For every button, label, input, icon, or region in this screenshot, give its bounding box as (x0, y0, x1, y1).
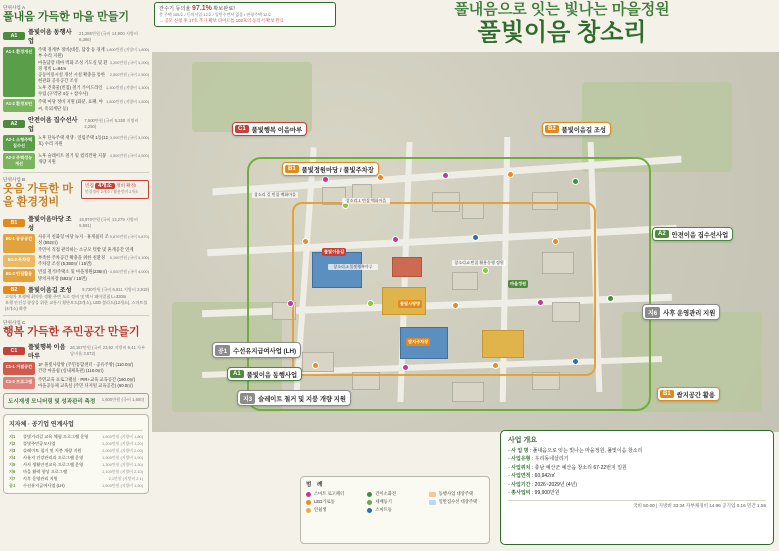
divider (3, 172, 149, 173)
gov-code: 지2 (9, 441, 16, 447)
legend-label: 일반집수선 대상주택 (438, 499, 478, 504)
bench-icon (367, 500, 372, 505)
list-item (9, 461, 143, 468)
page-title: 풀빛이음 창소리 (477, 19, 647, 46)
item-b1-2-tag: B1-2 주차장 (3, 255, 35, 268)
map-inline-tag: 마을정원 (510, 281, 527, 286)
item-b1-2-lines (35, 255, 149, 268)
legend-label: 간이소화전 (375, 491, 397, 496)
line: 빈집 철거/주택소 및 마을정원(236㎡) · 방치자차장 (592㎡ / 15면) (38, 269, 110, 281)
amt: 9,870만원 (국비 9,870) (109, 233, 149, 239)
line: 1F 풀빛사랑방 (주민통합센터 · 공유주방) (110.0㎡) (38, 362, 134, 368)
line: 노후 슬레이트 철거 및 컵리깐판 지붕 개량 지원 (38, 152, 107, 165)
map-dot-led (492, 362, 499, 369)
callout-code: A2 (655, 230, 669, 238)
item-a1-2-tag: A1-2 환경보안 (3, 99, 35, 112)
legend-item (429, 498, 484, 506)
callout-ji6[interactable] (642, 304, 720, 320)
summary-title: 사업 개요 (508, 437, 537, 444)
gov-amount: 2,000만원 (지방비 2,00) (102, 448, 143, 454)
summary-value: 풀내음으로 잇는 빛나는 마을정원, 풀빛이음 창소리 (532, 448, 643, 454)
legend-item (306, 490, 361, 498)
legend-column-2 (367, 490, 422, 514)
legend-item (367, 498, 422, 506)
callout-ji3[interactable] (237, 390, 351, 406)
map-inline-tag: 쌈지주차장 (408, 339, 429, 344)
gov-amount: 1,500만원 (지방비 1,50) (102, 483, 143, 489)
item-a1-2 (3, 99, 149, 112)
map-dot-led (552, 238, 559, 245)
callout-code: B1 (285, 165, 299, 173)
monitoring-label: 도시재생 모니터링 및 성과관리 측정 (8, 399, 96, 406)
list-item (9, 454, 143, 461)
callout-label: 수선유지급여사업 (LH) (233, 347, 297, 355)
item-a1-name: 풀빛이음 동행사업 (28, 29, 72, 45)
legend-item (367, 506, 422, 514)
smart-logo-icon (306, 492, 311, 497)
amt: 1,300만원 (지방비 1,300) (105, 84, 149, 90)
list-item (9, 468, 143, 475)
item-a1-2-lines (35, 99, 149, 112)
callout-label: 쌈지공간 활용 (676, 391, 715, 399)
gov-amount: 2,1만원 (지방비 2,1) (108, 476, 143, 482)
list-item (9, 475, 143, 482)
unit-c-title: 행복 가득한 주민공간 만들기 (3, 326, 140, 339)
callout-label: 풀빛행복 이음마루 (251, 126, 303, 134)
item-b2-lines (5, 294, 149, 312)
line: 건강 마을쉼 (실내체육관) (110.0㎡) (38, 368, 104, 374)
item-a1-1 (3, 47, 149, 97)
map-dot-led (377, 174, 384, 181)
callout-label: 풀빛이음길 조성 (561, 126, 607, 134)
poster-title (347, 0, 777, 46)
summary-key: 사업기간 (511, 481, 531, 488)
line: 부족한 주차공간 확충을 위한 친환경 주차장 조성 (5,350㎡ / 15면) (38, 254, 106, 267)
item-a1-1-tag: A1-1 환경개선 (3, 47, 35, 97)
item-b1-code: B1 (3, 219, 25, 227)
item-a2-2-lines (35, 153, 149, 169)
summary-key: 총사업비 (511, 490, 531, 497)
legend-item (429, 490, 484, 498)
summary-value: 60,942㎡ (534, 473, 555, 480)
item-b2-name: 풀빛이음길 조성 (28, 287, 72, 295)
item-a2-2 (3, 153, 149, 169)
gov-code: 지6 (9, 469, 16, 475)
map-dot-fire (607, 295, 614, 302)
item-a1-head (3, 27, 149, 45)
legend-label: 세배등기 (375, 499, 392, 504)
gov-linked-projects (3, 414, 149, 494)
item-a2-1-tag: A2-1 소형주택 집수선 (3, 135, 35, 151)
item-b1-3 (3, 269, 149, 282)
smart-pole-icon (367, 508, 372, 513)
gov-title: 지자체 · 공기업 연계사업 (9, 419, 143, 431)
gov-amount: 2,100만원 (지방비 2,10) (102, 469, 143, 475)
amt: 4,000만원 (국비 4,000) (109, 269, 149, 275)
unit-a-tag: 단위사업 A (3, 5, 26, 10)
line: 주민교육 프로그램실 · PIR+교육 교육공간 (160.0㎡) (38, 376, 136, 382)
line: 사유지 친화형 마당 녹지 · 휴게쉼터 조성 (592㎡) (38, 233, 109, 246)
unit-b-tag: 단위사업 B (3, 176, 26, 182)
gov-label: 마을 활력 향상 프로그램 (23, 469, 67, 475)
gov-amount: 1,800만원 (지방비 1,80) (102, 434, 143, 440)
callout-b2[interactable] (542, 122, 611, 136)
item-b1-note: 18,970만원 (국비 13,279 지방비 5,691) (79, 217, 138, 229)
map-dot-smart (392, 236, 399, 243)
legend-label: 스마트등 (375, 507, 392, 512)
callout-c1[interactable] (232, 122, 307, 136)
callout-b1[interactable] (282, 162, 379, 176)
amt: 3,200만원 (국비 3,200) (109, 59, 149, 65)
gov-label: 사후 운영관리 지원 (23, 476, 58, 482)
summary-value: 충남 예산군 예산읍 창소리 67-22번지 일원 (534, 464, 627, 471)
safety-icon (306, 508, 311, 513)
item-b1-name: 풀빛이음마당 조성 (28, 215, 72, 232)
item-b1-1-lines (35, 234, 149, 253)
item-c1-2-lines (35, 377, 149, 390)
led-light-icon (306, 500, 311, 505)
item-c1-note: 26,187만원 (국비 23,92 지방비 9,41 자부담비율 3,672) (70, 345, 146, 357)
callout-b1-alt[interactable] (657, 387, 720, 401)
amt: 1,600만원 (지방비 1,600) (105, 99, 149, 105)
highlight-prefix: 빈집 (85, 182, 94, 188)
top-strip (152, 0, 779, 46)
map-dot-led (312, 362, 319, 369)
monitoring-row (3, 393, 149, 409)
item-c1-1-tag: C1-1 거점공간 (3, 362, 35, 375)
legend (300, 476, 490, 544)
item-b1-3-tag: B1-3 빈집활용 (3, 269, 35, 282)
consent-rate-detail: 총 주택 105호 / 동의서입 12호 / 일반주민서 없음 / 연령주택 12호 (159, 12, 272, 17)
summary-row: ◦ 사업위치 : 충남 예산군 예산읍 창소리 67-22번지 일원 (508, 464, 627, 471)
summary-row: ◦ 사업면적 : 60,942㎡ (508, 473, 555, 480)
line: 주민이 직접 관리하는 소규모 텃밭 및 휴게공간 연계 (38, 246, 134, 252)
page-title-sub: 풀내음으로 잇는 빛나는 마을정원 (454, 1, 670, 18)
map-dot-smart (287, 300, 294, 307)
legend-column-3 (429, 490, 484, 514)
unit-project-b (3, 176, 149, 312)
legend-columns (306, 490, 484, 514)
line: 공동이용시설 개선 시설 확충을 통한 현관화 공유공간 조성 (38, 72, 106, 84)
map-inline-label: 창소리-6 빈집 활용동행 정원 (452, 260, 506, 266)
item-a2-name: 안전이음 집수선사업 (28, 116, 78, 133)
summary-row: ◦ 사업기간 : 2026~2029년 (4년) (508, 481, 577, 488)
item-a2-note: 7,500만원 (국비 5,250 지방비 2,250) (84, 118, 139, 130)
list-item (9, 433, 143, 440)
item-b2-head (3, 285, 149, 294)
vacant-house-highlight (81, 180, 149, 199)
summary-key: 사업유형 (511, 456, 531, 463)
gov-label: 사사 생활안전교육 프로그램 운영 (23, 462, 84, 468)
summary-row: ◦ 총사업비 : 99,900만원 (508, 490, 560, 497)
amt: 1,800만원 (지방비 1,800) (105, 47, 149, 52)
summary-row: ◦ 사 업 명 : 풀내음으로 잇는 빛나는 마을정원, 풀빛이음 창소리 (508, 448, 643, 454)
highlight-note: 빈집정비 2개소 / 활용정비 2개소 (85, 190, 139, 195)
unit-project-a (3, 4, 149, 169)
map-inline-tag: 풀빛이음길 (324, 249, 345, 254)
gov-code: 공1 (9, 483, 16, 489)
gov-label: 풀빛거리길 교육 체험 프로그램 운영 (23, 434, 89, 440)
legend-title: 범 례 (306, 482, 325, 488)
consent-rate-suffix: 확보완료! (213, 6, 235, 12)
summary-key: 사업위치 (511, 464, 531, 471)
item-c1-head (3, 342, 149, 360)
gov-code: 지5 (9, 462, 16, 468)
unit-b-title: 웃음 가득한 마을 환경정비 (3, 182, 73, 208)
line: 고령자 보행에 취약한 생활 주변 도로 정비 및 맥시 폐아멀침 L=330m (5, 294, 127, 300)
summary-value: 99,900만원 (534, 490, 560, 497)
callout-a2[interactable] (652, 227, 733, 241)
highlight-suffix: 정비 확정! (116, 182, 137, 188)
gov-label: 수선유지급여사업 (LH) (23, 483, 65, 489)
consent-rate-box (154, 2, 336, 27)
map-dot-smart (537, 299, 544, 306)
item-c1-name: 풀빛행복 이음마루 (28, 344, 66, 361)
map-dot-smart (442, 172, 449, 179)
item-c1-code: C1 (3, 347, 25, 355)
project-summary (500, 430, 774, 545)
callout-label: 사후 운영관리 지원 (663, 309, 716, 317)
map-dot-green (367, 300, 374, 307)
gov-label: 슬레이트 철거 및 지붕 개량 지원 (23, 448, 82, 454)
gov-code: 지3 (9, 448, 16, 454)
legend-item (367, 490, 422, 498)
item-b2-code: B2 (3, 286, 25, 294)
consent-rate-label: 잔수기 동의율 (159, 6, 191, 12)
legend-item (306, 498, 361, 506)
line: 주택 경계부 정비(대문, 담장 등 경계부·수리 지원) (38, 47, 105, 59)
highlight-badge: 4개소 (95, 183, 115, 190)
summary-row: ◦ 사업유형 : 우리동네살리기 (508, 456, 569, 463)
summary-footer: 국비 50.00 | 지방비 33.34 자부채경비 14.96 공기업 0.16 민간 1.56 (508, 500, 766, 509)
map-dot-led (507, 171, 514, 178)
legend-label: 스마트 로고페터 (314, 491, 345, 496)
item-b1-head (3, 214, 149, 232)
callout-code: B1 (660, 390, 674, 398)
map-dot-smart (402, 364, 409, 371)
consent-rate-line (159, 5, 331, 12)
map-dot-fire (572, 178, 579, 185)
callout-label: 슬레이트 철거 및 지붕 개량 지원 (258, 395, 346, 403)
item-c1-1 (3, 362, 149, 375)
legend-label: LED가로등 (314, 499, 335, 504)
item-b1-1-tag: B1-1 공공공간 (3, 234, 35, 253)
gov-amount: 1,900만원 (지방비 1,90) (102, 455, 143, 461)
line: 노후 단독주택 재생 · 연립주택 1동(12호) 수리 지원 (38, 134, 108, 147)
monitoring-amount: 1,600만원 (국비 1,600) (101, 397, 144, 403)
item-b1-1 (3, 234, 149, 253)
item-a2-1-lines (35, 135, 149, 151)
summary-key: 사업면적 (511, 473, 531, 480)
item-a2-head (3, 115, 149, 133)
map-inline-tag: 풀빛사랑방 (400, 301, 421, 306)
summary-key: 사 업 명 (511, 448, 529, 454)
legend-label: 동행사업 대상주택 (438, 491, 474, 496)
map-dot-green (482, 267, 489, 274)
item-a2-code: A2 (3, 120, 25, 128)
amt: 3,000만원 (국비 3,000) (109, 134, 149, 140)
list-item (9, 447, 143, 454)
gov-code: 지1 (9, 434, 16, 440)
callout-code: 지3 (240, 393, 255, 404)
callout-code: B2 (545, 125, 559, 133)
item-c1-2-tag: C1-2 프로그램 (3, 377, 35, 390)
line: 마을공동체 교육실 (주민 디저털 교육공간) (60.0㎡) (38, 382, 133, 388)
callout-gong1[interactable] (212, 342, 301, 358)
item-c1-2 (3, 377, 149, 390)
site-map (152, 52, 779, 432)
callout-label: 풀빛정원마당 / 풀빛주차장 (301, 166, 374, 174)
legend-label: 안쉼생 (314, 507, 327, 512)
summary-value: 우리동네살리기 (534, 456, 569, 463)
amt: 5,100만원 (국비 5,100) (109, 254, 149, 260)
amt: 2,500만원 (국비 2,500) (109, 72, 149, 78)
item-b2-note: 9,730만원 (국비 6,811 지방비 2,919) (82, 286, 149, 292)
left-panel (0, 0, 152, 551)
item-a1-1-lines (35, 47, 149, 97)
summary-value: 2026~2029년 (4년) (534, 481, 577, 488)
map-dot-led (452, 302, 459, 309)
map-inline-label: 창소리 길 빈집 백화마을 (252, 192, 298, 198)
unit-project-c (3, 319, 149, 409)
legend-item (306, 506, 361, 514)
list-item (9, 440, 143, 447)
callout-code: 지6 (645, 307, 660, 318)
map-dot-smart (322, 176, 329, 183)
gov-amount: 1,200만원 (지방비 1,20) (102, 441, 143, 447)
line: 노후 건축물(빈집) 철거 가이드라인 수립 (구역당 4동 + 참수사) (38, 84, 103, 97)
gov-label: 풀빛주민공모사업 (23, 441, 56, 447)
callout-label: 안전이음 집수선사업 (671, 231, 729, 239)
amt: 4,500만원 (국비 4,500) (109, 152, 149, 158)
fire-hydrant-icon (367, 492, 372, 497)
gov-label: 사유지 건강관리과 프로그램 운영 (23, 455, 84, 461)
consent-rate-percent: 97.1% (191, 5, 212, 12)
item-b1-3-lines (35, 269, 149, 282)
map-dot-smartpole (572, 358, 579, 365)
unit-a-title: 풀내음 가득한 마을 만들기 (3, 11, 130, 23)
list-item (9, 482, 143, 489)
line: 마을담장 테마 벽화 조성 기도실 및 환경 정비 L=94m (38, 59, 108, 71)
gov-code: 지4 (9, 455, 16, 461)
unit-c-tag: 단위사업 C (3, 320, 26, 326)
general-repair-house-icon (429, 500, 436, 505)
legend-column-1 (306, 490, 361, 514)
target-house-icon (429, 492, 436, 497)
map-inline-label: 창소리-1 빈집 백화마을 (342, 198, 390, 204)
gov-amount: 1,300만원 (지방비 1,30) (102, 462, 143, 468)
gov-code: 지7 (9, 476, 16, 482)
line: 주택 마당 정비 지원 (화분, 표패, 야씨, 옥외계단 등) (38, 99, 103, 111)
callout-code: 공1 (215, 345, 230, 356)
item-c1-1-lines (35, 362, 149, 375)
map-dot-smartpole (472, 234, 479, 241)
callout-label: 풀빛이음 동행사업 (246, 371, 298, 379)
item-a2-1 (3, 135, 149, 151)
callout-code: C1 (235, 125, 249, 133)
item-a1-note: 21,286만원 (국비 14,900 지방비 6,386) (79, 30, 138, 42)
item-a1-code: A1 (3, 32, 25, 40)
line: 보행 안전성 향상을 위한 교통시 횡단보도(3개소), LED 볼라드(12개소), 스마트볼(4개소) 확충 (5, 300, 148, 312)
consent-rate-extra: → 공모 신청 후 17호 추가 확보 타이르틈 102호의 동의서 확보 완료 (159, 18, 284, 23)
map-project-boundary-inner (292, 202, 596, 376)
item-a2-2-tag: A2-2 주택성능 개선 (3, 153, 35, 169)
map-dot-led (302, 238, 309, 245)
map-inline-label: 창소리-3 풀빛행복마루 (328, 264, 378, 270)
callout-a1[interactable] (227, 367, 302, 381)
item-b1-2 (3, 255, 149, 268)
divider (3, 315, 149, 316)
callout-code: A1 (230, 370, 244, 378)
